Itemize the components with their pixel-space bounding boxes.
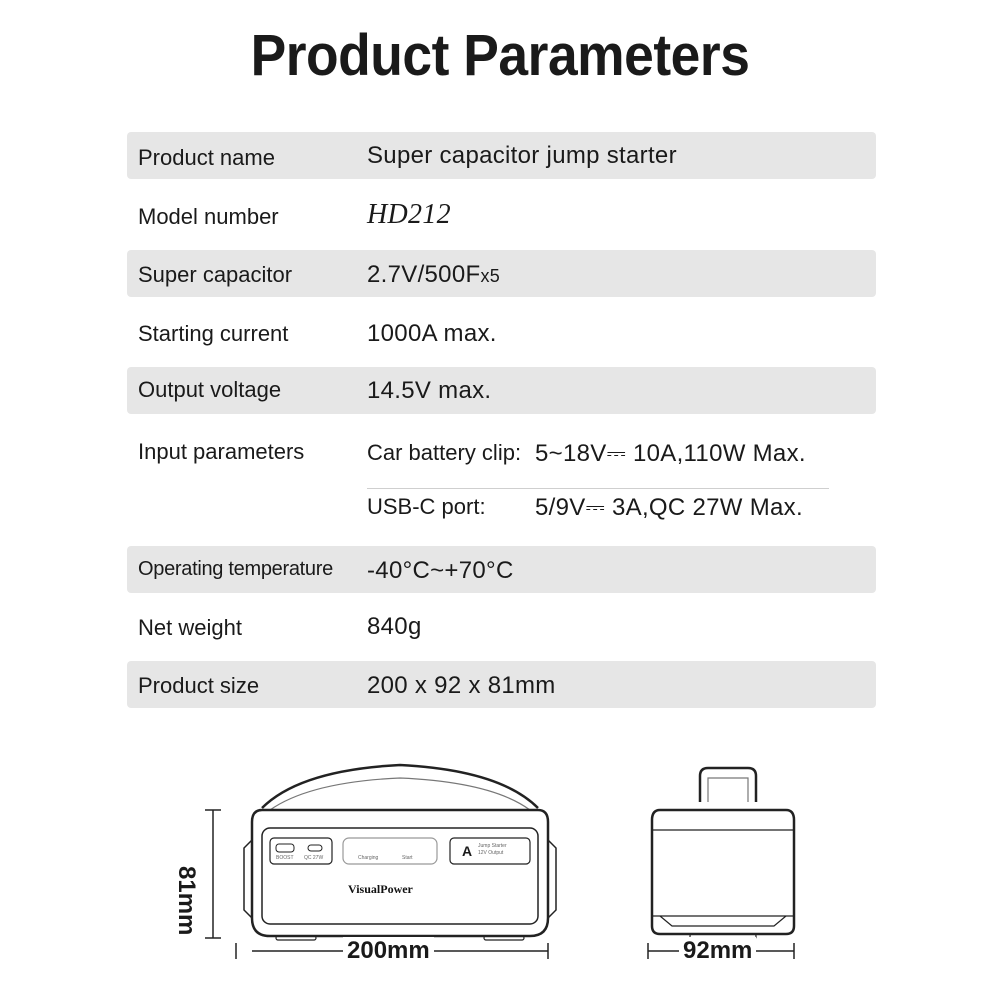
input-divider: [367, 488, 829, 489]
page-title: Product Parameters: [250, 23, 750, 88]
value-product-size: 200 x 92 x 81mm: [367, 672, 556, 699]
label-car-battery-clip: Car battery clip:: [367, 440, 522, 465]
jump-starter-label: Jump Starter: [478, 843, 507, 849]
height-dimension-label: 81mm: [173, 866, 200, 936]
label-model-number: Model number: [138, 204, 279, 229]
label-usb-c-port: USB-C port:: [367, 494, 486, 519]
device-drawing: [0, 740, 1000, 1000]
label-output-voltage: Output voltage: [138, 377, 282, 402]
value-operating-temperature: -40°C~+70°C: [367, 557, 514, 584]
label-super-capacitor: Super capacitor: [138, 262, 293, 287]
row-model-number: [127, 192, 876, 239]
row-output-voltage: [127, 367, 876, 414]
label-product-name: Product name: [138, 145, 275, 170]
front-view: [244, 765, 556, 940]
row-product-size: [127, 661, 876, 708]
jump-starter-icon: A: [462, 843, 473, 859]
row-net-weight: [127, 604, 876, 651]
value-starting-current: 1000A max.: [367, 320, 497, 347]
jump-output-label: 12V Output: [478, 850, 504, 856]
brand-label: VisualPower: [348, 882, 413, 896]
label-product-size: Product size: [138, 673, 260, 698]
width-dimension-label: 200mm: [343, 937, 434, 965]
row-super-capacitor: [127, 250, 876, 297]
value-net-weight: 840g: [367, 613, 422, 640]
row-product-name: [127, 132, 876, 179]
value-car-battery-clip: 5~18V⎓ 10A,110W Max.: [535, 440, 806, 467]
label-starting-current: Starting current: [138, 321, 289, 346]
side-view: [652, 768, 794, 939]
value-output-voltage: 14.5V max.: [367, 377, 492, 404]
boost-label: BOOST: [276, 855, 294, 861]
value-super-capacitor: [367, 261, 500, 289]
depth-dimension-label: 92mm: [679, 937, 756, 965]
charging-label: Charging: [358, 855, 379, 861]
start-label: Start: [402, 855, 413, 861]
capacitor-count: x5: [480, 266, 501, 286]
dimension-diagram: [0, 740, 1000, 1000]
qc-label: QC 27W: [304, 855, 324, 861]
value-model-number: HD212: [367, 199, 451, 230]
capacitor-spec: 2.7V/500F: [367, 261, 481, 288]
value-usb-c-port: 5/9V⎓ 3A,QC 27W Max.: [535, 494, 803, 521]
row-input-parameters: [127, 425, 876, 535]
label-operating-temperature: Operating temperature: [138, 558, 333, 580]
label-input-parameters: Input parameters: [138, 439, 305, 464]
value-product-name: Super capacitor jump starter: [367, 142, 677, 169]
row-starting-current: [127, 309, 876, 356]
row-operating-temperature: [127, 546, 876, 593]
label-net-weight: Net weight: [138, 615, 242, 640]
